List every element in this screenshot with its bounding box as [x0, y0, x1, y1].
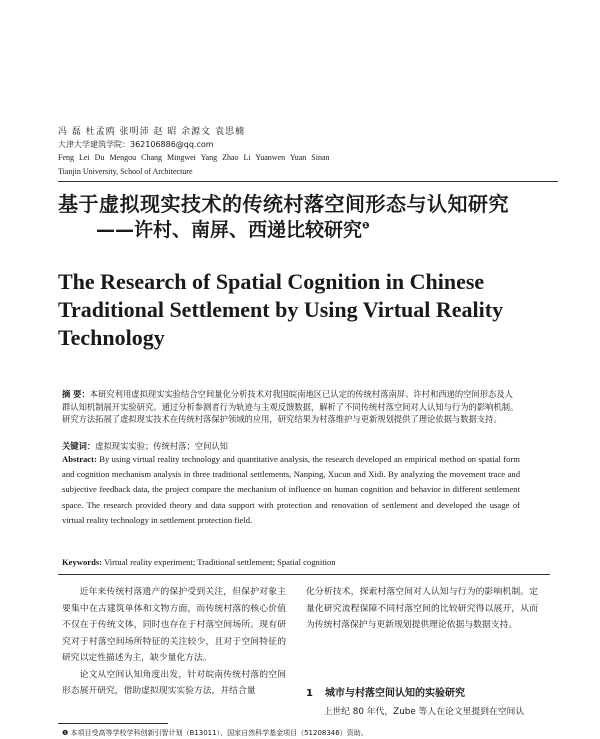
affiliation-en: Tianjin University, School of Architecture — [58, 167, 193, 176]
keywords-en-text: Virtual reality experiment; Traditional settlement; Spatial cognition — [104, 557, 336, 567]
subtitle-cn — [96, 215, 370, 242]
abstract-en-text: By using virtual reality technology and quantitative analysis, the research developed an empirical method on spatial form and cognition mechanism analysis in three traditional settlements, Nanping, Xucun and Xidi. By analyzing the movement trace and subjective feedback data, the project compare the mechanism of influence on human cognition and behavior in different settlement space. The research provided theory and data support with protection and renovation of settlement and developed the usage of virtual reality technology in settlement protection field. — [62, 454, 520, 525]
funding-mark: ❶ — [362, 221, 370, 232]
keywords-cn-text: 虚拟现实实验；传统村落；空间认知 — [95, 441, 228, 451]
section-heading — [306, 684, 465, 699]
title-en: The Research of Spatial Cognition in Chinese Traditional Settlement by Using Virtual Reality Technology — [58, 269, 504, 350]
keywords-en-label: Keywords: — [62, 557, 103, 567]
section-title: 城市与村落空间认知的实验研究 — [324, 688, 465, 699]
section-paragraph: 上世纪 80 年代，Zube 等人在论文里提到在空间认 — [323, 707, 525, 717]
body-right-column — [306, 584, 538, 634]
body-paragraph: 化分析技术，探索村落空间对人认知与行为的影响机制。定量化研究流程保障不同村落空间的比较研究得以展开，从而为传统村落保护与更新规划提供理论依据与数据支持。 — [306, 587, 538, 630]
body-left-column — [62, 584, 286, 700]
body-paragraph: 论文从空间认知角度出发，针对皖南传统村落的空间形态展开研究，借助虚拟现实实验方法，并结合量 — [62, 669, 286, 696]
abstract-en — [62, 452, 520, 528]
authors-cn: 冯 磊 杜孟鸥 张明沛 赵 昭 余源文 袁思楠 — [58, 127, 246, 137]
footnote — [62, 728, 368, 738]
keywords-en — [62, 557, 520, 567]
header-divider — [58, 181, 558, 182]
keywords-cn — [62, 440, 520, 452]
footnote-divider — [58, 723, 168, 724]
section-number: 1 — [306, 688, 313, 699]
abstract-cn-text: 本研究利用虚拟现实实验结合空间量化分析技术对我国皖南地区已认定的传统村落南屏、许村和西递的空间形态及人群认知机制展开实验研究。通过分析参测者行为轨迹与主观反馈数据，解析了不同传统村落空间对人认知与行为的影响机制。研究方法拓展了虚拟现实技术在传统村落保护领域的应用，研究结果为村落维护与更新规划提供了理论依据与数据支持。 — [62, 389, 519, 424]
authors-en: Feng Lei Du Mengou Chang Mingwei Yang Zhao Li Yuanwen Yuan Sinan — [58, 153, 330, 162]
affiliation-cn: 大津大学建筑学院：362106886@qq.com — [58, 140, 214, 149]
body-paragraph: 近年来传统村落遗产的保护受到关注，但保护对象主要集中在古建筑单体和文物方面，而传统村落的核心价值不仅在于传统文体，同时也存在于村落空间场所。现有研究对于村落空间场所特征的关注较少，且对于空间特征的研究以定性描述为主，缺少量化方法。 — [62, 587, 286, 663]
abstract-cn — [62, 388, 520, 426]
keywords-cn-label: 关键词： — [62, 441, 96, 451]
abstract-en-label: Abstract: — [62, 454, 97, 464]
footnote-mark: ❶ — [62, 729, 69, 737]
abstract-divider — [58, 574, 550, 575]
subtitle-cn-text: ——许村、南屏、西递比较研究 — [96, 219, 363, 241]
title-cn: 基于虚拟现实技术的传统村落空间形态与认知研究 — [58, 192, 509, 216]
abstract-cn-label: 摘 要： — [62, 389, 90, 399]
footnote-text: 本项目受高等学校学科创新引智计划（B13011）、国家自然科学基金项目（51208346）资助。 — [70, 729, 368, 737]
